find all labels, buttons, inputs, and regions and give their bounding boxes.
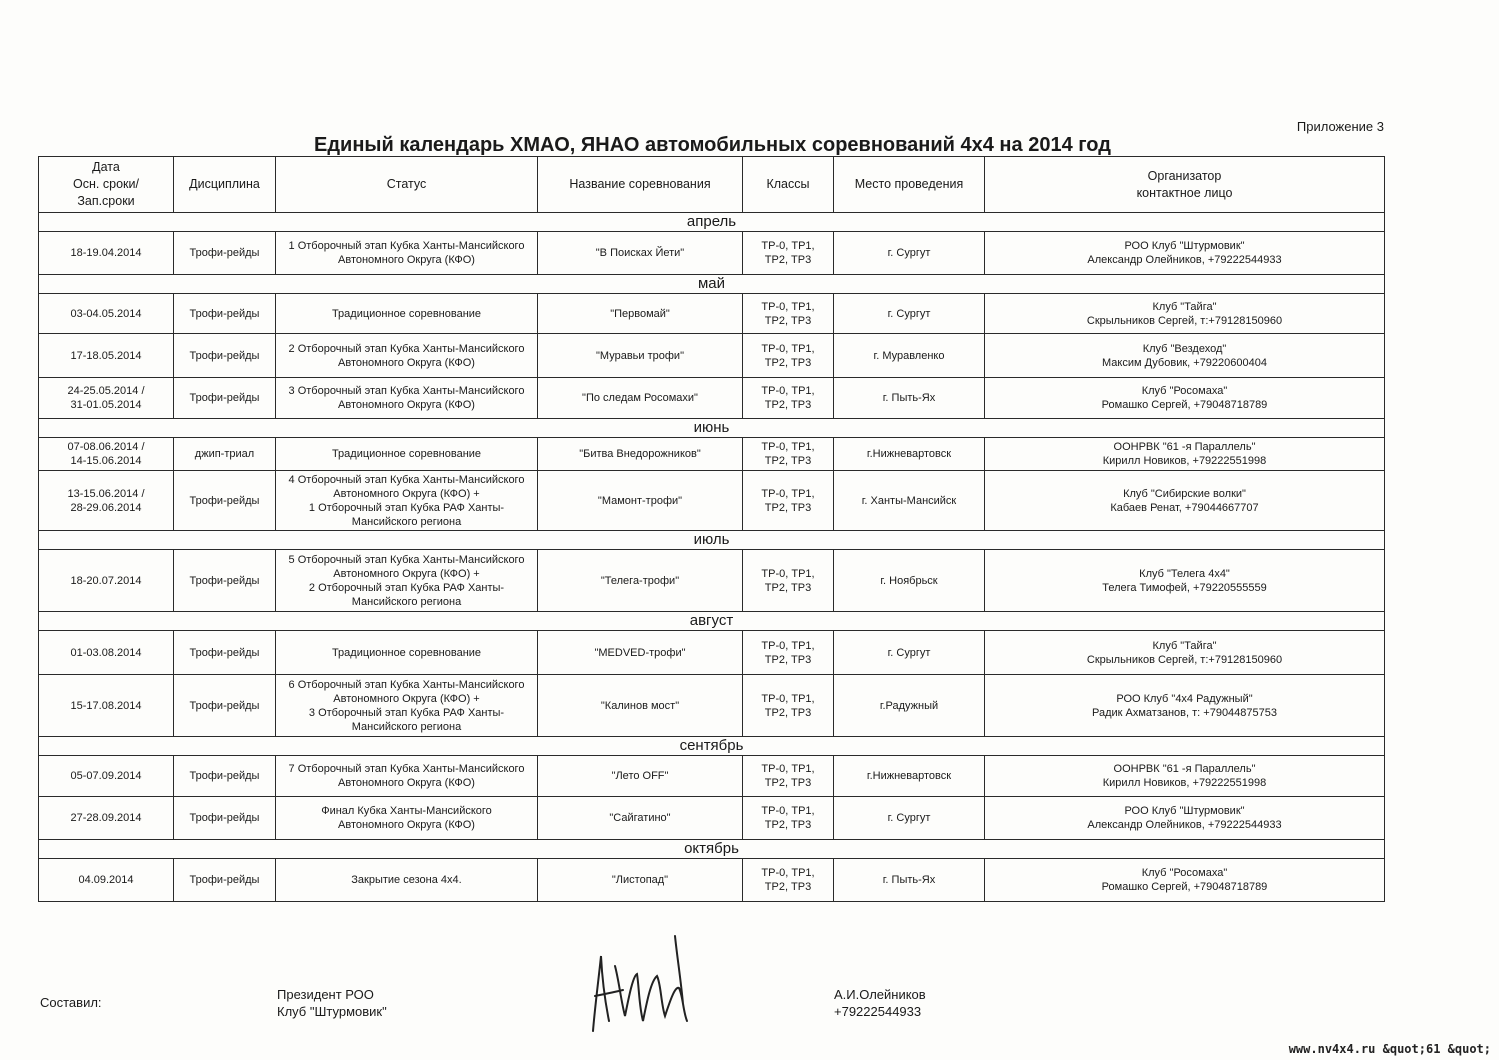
organizer-contact: Радик Ахматзанов, т: +79044875753	[1091, 706, 1277, 719]
watermark: www.nv4x4.ru &quot;61 &quot;	[1288, 1042, 1491, 1056]
organizer-name: Клуб "Росомаха"	[1141, 385, 1228, 397]
discipline-cell: Трофи-рейды	[174, 232, 276, 275]
date-cell: 15-17.08.2014	[39, 675, 174, 737]
table-row	[39, 294, 1385, 334]
table-row	[39, 334, 1385, 378]
table-row	[39, 378, 1385, 419]
place-cell: г. Муравленко	[834, 334, 985, 378]
organizer-name: Клуб "Тайга"	[1152, 639, 1217, 652]
place-cell: г. Сургут	[834, 232, 985, 275]
organizer-name: Клуб "Телега 4х4"	[1139, 567, 1230, 580]
table-row	[39, 631, 1385, 675]
name-cell: "По следам Росомахи"	[538, 378, 743, 419]
organizer-name: РОО Клуб "4х4 Радужный"	[1116, 692, 1253, 705]
organizer-name: Клуб "Сибирские волки"	[1123, 487, 1246, 500]
date-cell: 03-04.05.2014	[39, 294, 174, 334]
month-row-august	[39, 612, 1385, 631]
classes-cell: ТР-0, ТР1, ТР2, ТР3	[743, 631, 834, 675]
month-label: апрель	[39, 213, 1385, 232]
organizer-cell	[985, 471, 1385, 531]
month-row-september	[39, 737, 1385, 756]
organizer-name: Клуб "Вездеход"	[1142, 342, 1227, 355]
name-cell: "Первомай"	[538, 294, 743, 334]
header-row	[39, 157, 1385, 213]
discipline-cell: Трофи-рейды	[174, 675, 276, 737]
place-cell: г. Ханты-Мансийск	[834, 471, 985, 531]
date-cell: 24-25.05.2014 / 31-01.05.2014	[39, 378, 174, 419]
date-cell: 05-07.09.2014	[39, 756, 174, 797]
organizer-cell	[985, 756, 1385, 797]
signature-image	[575, 926, 715, 1036]
date-cell: 04.09.2014	[39, 859, 174, 902]
date-cell: 01-03.08.2014	[39, 631, 174, 675]
organizer-cell	[985, 378, 1385, 419]
date-cell: 17-18.05.2014	[39, 334, 174, 378]
place-cell: г. Ноябрьск	[834, 550, 985, 612]
status-cell: 3 Отборочный этап Кубка Ханты-Мансийского Автономного Округа (КФО)	[276, 378, 538, 419]
classes-cell: ТР-0, ТР1, ТР2, ТР3	[743, 471, 834, 531]
signatory-name	[834, 986, 926, 1020]
classes-cell: ТР-0, ТР1, ТР2, ТР3	[743, 334, 834, 378]
header-classes: Классы	[743, 157, 834, 213]
date-cell: 13-15.06.2014 / 28-29.06.2014	[39, 471, 174, 531]
month-label: май	[39, 275, 1385, 294]
header-place: Место проведения	[834, 157, 985, 213]
name-cell: "В Поисках Йети"	[538, 232, 743, 275]
month-label: сентябрь	[39, 737, 1385, 756]
organizer-name: ООНРВК "61 -я Параллель"	[1113, 763, 1256, 775]
name-cell: "Телега-трофи"	[538, 550, 743, 612]
classes-cell: ТР-0, ТР1, ТР2, ТР3	[743, 675, 834, 737]
status-cell: 7 Отборочный этап Кубка Ханты-Мансийского Автономного Округа (КФО)	[276, 756, 538, 797]
organizer-cell	[985, 232, 1385, 275]
status-cell: Традиционное соревнование	[276, 438, 538, 471]
header-discipline: Дисциплина	[174, 157, 276, 213]
discipline-cell: Трофи-рейды	[174, 471, 276, 531]
header-name: Название соревнования	[538, 157, 743, 213]
discipline-cell: Трофи-рейды	[174, 859, 276, 902]
status-cell: Финал Кубка Ханты-Мансийского Автономного Округа (КФО)	[276, 797, 538, 840]
discipline-cell: джип-триал	[174, 438, 276, 471]
table-row	[39, 797, 1385, 840]
organizer-name: Клуб "Росомаха"	[1141, 867, 1228, 879]
classes-cell: ТР-0, ТР1, ТР2, ТР3	[743, 438, 834, 471]
organizer-name: ООНРВК "61 -я Параллель"	[1113, 441, 1256, 453]
classes-cell: ТР-0, ТР1, ТР2, ТР3	[743, 232, 834, 275]
table-row	[39, 675, 1385, 737]
place-cell: г. Сургут	[834, 631, 985, 675]
header-date: Дата Осн. сроки/ Зап.сроки	[39, 157, 174, 213]
organizer-contact: Скрыльников Сергей, т:+79128150960	[1086, 314, 1283, 327]
name-cell: "Муравьи трофи"	[538, 334, 743, 378]
status-cell: 6 Отборочный этап Кубка Ханты-Мансийского Автономного Округа (КФО) + 3 Отборочный этап Кубка РАФ Ханты- Мансийского региона	[276, 675, 538, 737]
organizer-cell	[985, 859, 1385, 902]
table-row	[39, 756, 1385, 797]
organizer-contact: Максим Дубовик, +79220600404	[1102, 356, 1267, 369]
discipline-cell: Трофи-рейды	[174, 334, 276, 378]
place-cell: г.Нижневартовск	[834, 438, 985, 471]
status-cell: 4 Отборочный этап Кубка Ханты-Мансийского Автономного Округа (КФО) + 1 Отборочный этап Кубка РАФ Ханты- Мансийского региона	[276, 471, 538, 531]
place-cell: г. Сургут	[834, 797, 985, 840]
status-cell: Традиционное соревнование	[276, 631, 538, 675]
place-cell: г. Сургут	[834, 294, 985, 334]
name-cell: "Мамонт-трофи"	[538, 471, 743, 531]
organizer-contact: Кирилл Новиков, +79222551998	[1102, 777, 1267, 789]
organizer-name: Клуб "Тайга"	[1152, 300, 1217, 313]
organizer-cell	[985, 631, 1385, 675]
organizer-cell	[985, 294, 1385, 334]
discipline-cell: Трофи-рейды	[174, 294, 276, 334]
name-cell: "Калинов мост"	[538, 675, 743, 737]
calendar-table	[38, 156, 1385, 902]
month-label: октябрь	[39, 840, 1385, 859]
classes-cell: ТР-0, ТР1, ТР2, ТР3	[743, 550, 834, 612]
status-cell: Традиционное соревнование	[276, 294, 538, 334]
name-cell: "Битва Внедорожников"	[538, 438, 743, 471]
month-row-may	[39, 275, 1385, 294]
name-cell: "MEDVED-трофи"	[538, 631, 743, 675]
month-row-june	[39, 419, 1385, 438]
document-title: Единый календарь ХМАО, ЯНАО автомобильных соревнований 4х4 на 2014 год	[314, 134, 1111, 156]
discipline-cell: Трофи-рейды	[174, 550, 276, 612]
organizer-contact: Александр Олейников, +79222544933	[1087, 819, 1282, 831]
classes-cell: ТР-0, ТР1, ТР2, ТР3	[743, 756, 834, 797]
month-row-july	[39, 531, 1385, 550]
discipline-cell: Трофи-рейды	[174, 631, 276, 675]
name-cell: "Листопад"	[538, 859, 743, 902]
organizer-contact: Ромашко Сергей, +79048718789	[1101, 881, 1268, 893]
organizer-cell	[985, 797, 1385, 840]
signatory-position: Президент РОО Клуб "Штурмовик"	[277, 987, 387, 1019]
organizer-cell	[985, 550, 1385, 612]
appendix-label: Приложение 3	[1296, 119, 1384, 134]
status-cell: 1 Отборочный этап Кубка Ханты-Мансийского Автономного Округа (КФО)	[276, 232, 538, 275]
header-organizer: Организатор контактное лицо	[985, 157, 1385, 213]
classes-cell: ТР-0, ТР1, ТР2, ТР3	[743, 378, 834, 419]
organizer-contact: Кирилл Новиков, +79222551998	[1102, 455, 1267, 467]
date-cell: 18-19.04.2014	[39, 232, 174, 275]
classes-cell: ТР-0, ТР1, ТР2, ТР3	[743, 797, 834, 840]
month-label: август	[39, 612, 1385, 631]
header-status: Статус	[276, 157, 538, 213]
table-row	[39, 859, 1385, 902]
status-cell: 2 Отборочный этап Кубка Ханты-Мансийского Автономного Округа (КФО)	[276, 334, 538, 378]
classes-cell: ТР-0, ТР1, ТР2, ТР3	[743, 859, 834, 902]
place-cell: г.Радужный	[834, 675, 985, 737]
place-cell: г.Нижневартовск	[834, 756, 985, 797]
organizer-contact: Александр Олейников, +79222544933	[1087, 254, 1282, 266]
signatory-fullname: А.И.Олейников	[834, 987, 926, 1002]
organizer-contact: Телега Тимофей, +79220555559	[1102, 581, 1267, 594]
month-label: июнь	[39, 419, 1385, 438]
place-cell: г. Пыть-Ях	[834, 378, 985, 419]
signatory-phone: +79222544933	[834, 1004, 922, 1019]
month-row-october	[39, 840, 1385, 859]
classes-cell: ТР-0, ТР1, ТР2, ТР3	[743, 294, 834, 334]
table-row	[39, 550, 1385, 612]
date-cell: 27-28.09.2014	[39, 797, 174, 840]
organizer-contact: Кабаев Ренат, +79044667707	[1110, 501, 1259, 514]
table-row	[39, 438, 1385, 471]
month-label: июль	[39, 531, 1385, 550]
organizer-contact: Скрыльников Сергей, т:+79128150960	[1086, 653, 1283, 666]
name-cell: "Лето OFF"	[538, 756, 743, 797]
table-row	[39, 232, 1385, 275]
organizer-name: РОО Клуб "Штурмовик"	[1124, 240, 1245, 252]
organizer-cell	[985, 334, 1385, 378]
discipline-cell: Трофи-рейды	[174, 378, 276, 419]
organizer-contact: Ромашко Сергей, +79048718789	[1101, 399, 1268, 411]
organizer-cell	[985, 675, 1385, 737]
place-cell: г. Пыть-Ях	[834, 859, 985, 902]
compiled-by-label: Составил:	[40, 995, 102, 1010]
discipline-cell: Трофи-рейды	[174, 797, 276, 840]
organizer-cell	[985, 438, 1385, 471]
date-cell: 07-08.06.2014 / 14-15.06.2014	[39, 438, 174, 471]
discipline-cell: Трофи-рейды	[174, 756, 276, 797]
status-cell: 5 Отборочный этап Кубка Ханты-Мансийского Автономного Округа (КФО) + 2 Отборочный этап Кубка РАФ Ханты- Мансийского региона	[276, 550, 538, 612]
status-cell: Закрытие сезона 4х4.	[276, 859, 538, 902]
table-row	[39, 471, 1385, 531]
organizer-name: РОО Клуб "Штурмовик"	[1124, 805, 1245, 817]
name-cell: "Сайгатино"	[538, 797, 743, 840]
month-row-april	[39, 213, 1385, 232]
date-cell: 18-20.07.2014	[39, 550, 174, 612]
